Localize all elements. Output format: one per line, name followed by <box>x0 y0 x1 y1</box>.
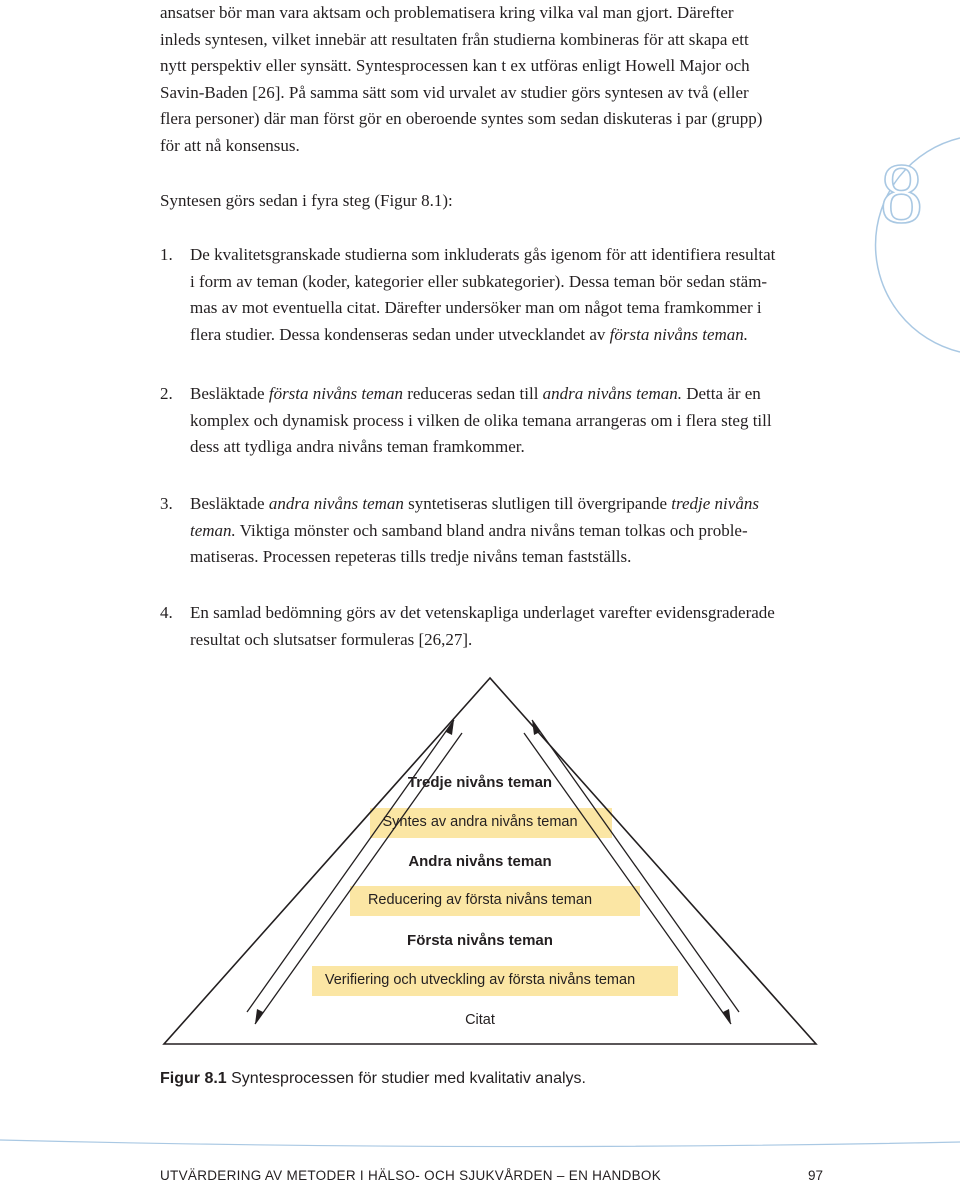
italic-term: första nivåns teman <box>268 384 403 403</box>
text-line: resultat och slutsatser formuleras [26,27]. <box>190 629 473 649</box>
footer-title: UTVÄRDERING AV METODER I HÄLSO- OCH SJUKVÅRDEN – EN HANDBOK <box>160 1168 662 1183</box>
text-line: mas av mot eventuella citat. Därefter undersöker man om något tema framkommer i <box>190 298 762 317</box>
pyramid-level-first: Första nivåns teman <box>407 932 553 949</box>
italic-term: teman. <box>190 520 236 540</box>
pyramid-level-second: Andra nivåns teman <box>408 853 552 870</box>
text-line: inleds syntesen, vilket innebär att resultaten från studierna kombineras för att skapa ett <box>160 29 749 49</box>
text-span: syntetiseras slutligen till övergripande <box>403 494 672 513</box>
step-number: 3. <box>160 494 173 513</box>
text-line: dess att tydliga andra nivåns teman framkommer. <box>190 437 525 456</box>
text-span: flera studier. Dessa kondenseras sedan under utvecklandet av <box>190 324 610 344</box>
chapter-number: 8 <box>880 145 923 241</box>
text-span: Besläktade <box>190 494 269 513</box>
step-number: 2. <box>160 384 173 403</box>
text-line: En samlad bedömning görs av det vetenskapliga underlaget varefter evidensgraderade <box>190 603 775 622</box>
text-line: flera personer) där man först gör en oberoende syntes som sedan diskuteras i par (grupp) <box>160 109 763 128</box>
figure-caption <box>160 1070 586 1088</box>
footer-rule <box>0 1136 960 1150</box>
text-span: Viktiga mönster och samband bland andra nivåns teman tolkas och proble- <box>235 520 748 540</box>
text-line: för att nå konsensus. <box>160 135 300 155</box>
step-number: 1. <box>160 245 173 264</box>
pyramid-level-reduction: Reducering av första nivåns teman <box>367 892 593 908</box>
figure-caption-text: Syntesprocessen för studier med kvalitativ analys. <box>226 1070 586 1087</box>
text-span: Besläktade <box>190 384 269 403</box>
figure-label: Figur 8.1 <box>160 1070 227 1087</box>
pyramid-level-verification: Verifiering och utveckling av första nivåns teman <box>324 972 636 988</box>
text-span: Detta är en <box>681 384 761 403</box>
text-line: Savin-Baden [26]. På samma sätt som vid urvalet av studier görs syntesen av två (eller <box>160 82 749 102</box>
italic-term: tredje nivåns <box>671 494 759 513</box>
text-line: komplex och dynamisk process i vilken de olika temana arrangeras om i flera steg till <box>190 410 772 430</box>
pyramid-level-third: Tredje nivåns teman <box>407 774 553 791</box>
italic-term: andra nivåns teman <box>268 494 404 513</box>
italic-term: första nivåns teman. <box>609 324 749 344</box>
text-line: i form av teman (koder, kategorier eller subkategorier). Dessa teman bör sedan stäm- <box>190 271 768 291</box>
text-line: nytt perspektiv eller synsätt. Syntesprocessen kan t ex utföras enligt Howell Major och <box>160 56 750 75</box>
steps-intro-text: Syntesen görs sedan i fyra steg (Figur 8.1): <box>160 191 453 210</box>
pyramid-level-quotes: Citat <box>465 1012 495 1028</box>
step-number: 4. <box>160 603 173 622</box>
pyramid-level-synthesis: Syntes av andra nivåns teman <box>382 814 578 830</box>
page-number: 97 <box>807 1168 823 1183</box>
text-line: De kvalitetsgranskade studierna som inkluderats gås igenom för att identifiera resultat <box>190 245 776 264</box>
text-line: ansatser bör man vara aktsam och problematisera kring vilka val man gjort. Därefter <box>160 3 734 22</box>
italic-term: andra nivåns teman. <box>542 384 682 403</box>
text-line: matiseras. Processen repeteras tills tredje nivåns teman fastställs. <box>190 547 632 566</box>
text-span: reduceras sedan till <box>402 384 543 403</box>
